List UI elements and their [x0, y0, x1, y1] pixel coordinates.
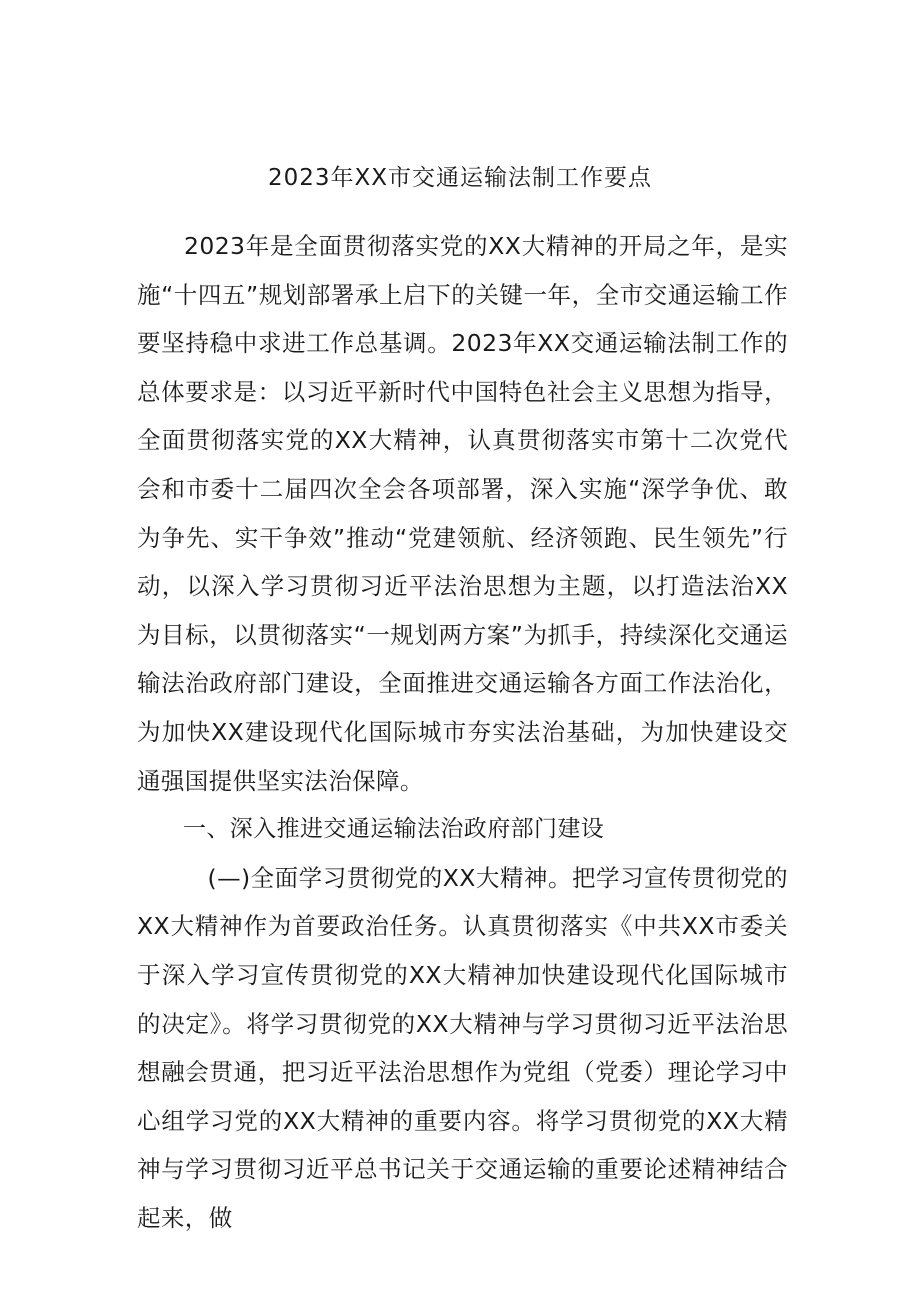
- document-title: 2023年XX市交通运输法制工作要点: [267, 165, 653, 191]
- section-item-paragraph: (—)全面学习贯彻党的XX大精神。把学习宣传贯彻党的XX大精神作为首要政治任务。认真贯彻落实《中共XX市委关于深入学习宣传贯彻党的XX大精神加快建设现代化国际城市的决定》。将学习贯彻党的XX大精神与学习贯彻习近平法治思想融会贯通，把习近平法治思想作为党组（党委）理论学习中心组学习党的XX大精神的重要内容。将学习贯彻党的XX大精神与学习贯彻习近平总书记关于交通运输的重要论述精神结合起来，做: [137, 863, 788, 1232]
- section-heading: 一、深入推进交通运输法治政府部门建设: [183, 816, 605, 843]
- intro-paragraph: 2023年是全面贯彻落实党的XX大精神的开局之年，是实施“十四五”规划部署承上启下的关键一年，全市交通运输工作要坚持稳中求进工作总基调。2023年XX交通运输法制工作的总体要求是：以习近平新时代中国特色社会主义思想为指导，全面贯彻落实党的XX大精神，认真贯彻落实市第十二次党代会和市委十二届四次全会各项部署，深入实施“深学争优、敢为争先、实干争效”推动“党建领航、经济领跑、民生领先”行动，以深入学习贯彻习近平法治思想为主题，以打造法治XX为目标，以贯彻落实“一规划两方案”为抓手，持续深化交通运输法治政府部门建设，全面推进交通运输各方面工作法治化，为加快XX建设现代化国际城市夯实法治基础，为加快建设交通强国提供坚实法治保障。: [137, 232, 788, 795]
- document-body: [137, 222, 788, 1242]
